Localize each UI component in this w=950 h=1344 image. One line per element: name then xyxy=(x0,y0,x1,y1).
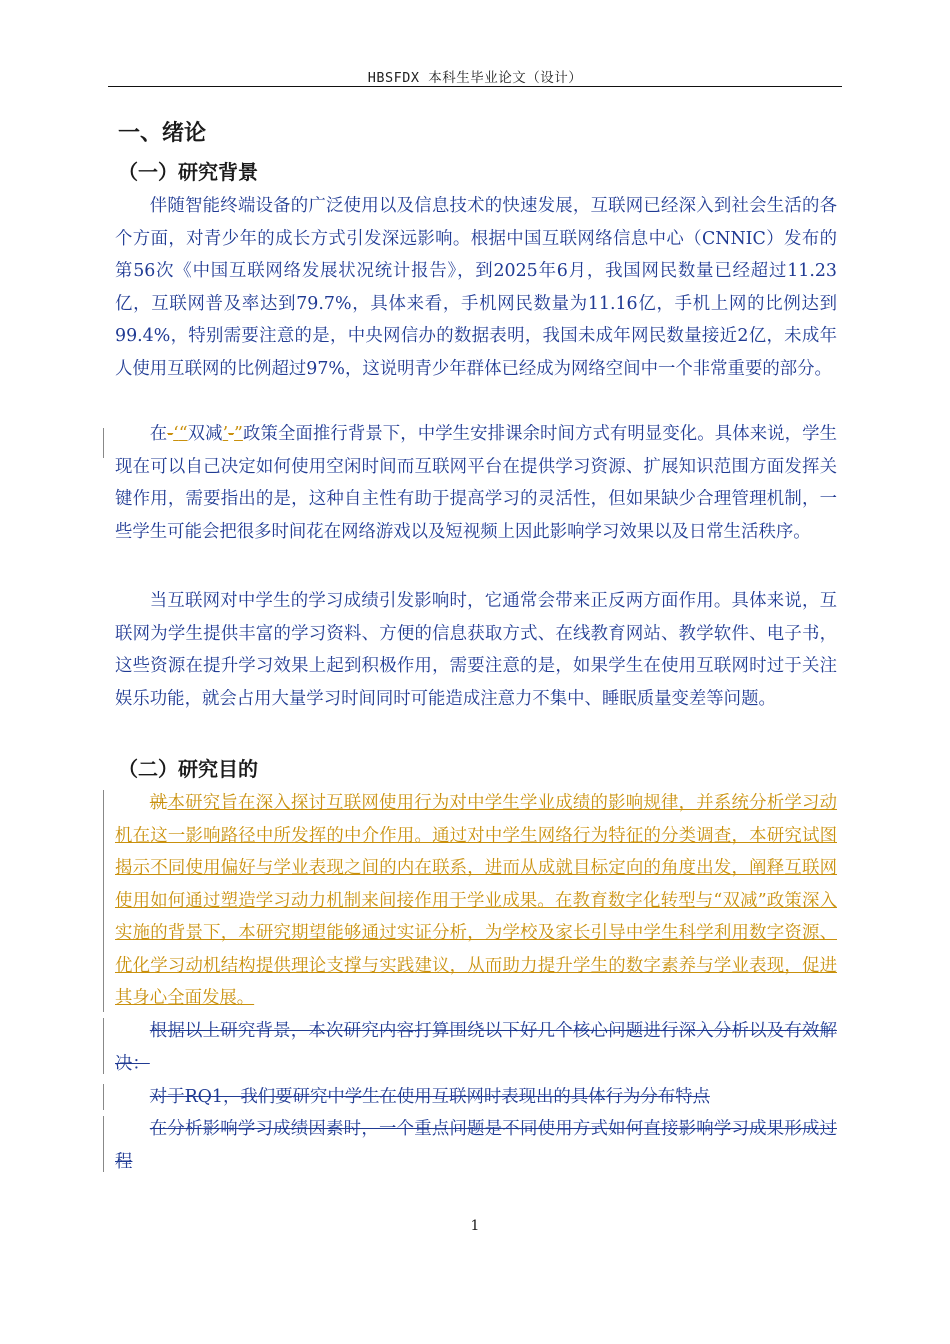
chapter-title: 一、绪论 xyxy=(118,121,207,146)
running-header: HBSFDX 本科生毕业论文（设计） xyxy=(367,70,583,86)
inserted-mark: ’ xyxy=(222,424,229,444)
background-paragraph-2 xyxy=(115,418,837,548)
inserted-mark: ‘ xyxy=(173,424,179,444)
inserted-text: 本研究旨在深入探讨互联网使用行为对中学生学业成绩的影响规律，并系统分析学习动机在这一影响路径中所发挥的中介作用。通过对中学生网络行为特征的分类调查，本研究试图揭示不同使用偏好与学业表现之间的内在联系，进而从成就目标定向的角度出发，阐释互联网使用如何通过塑造学习动力机制来间接作用于学业成果。在教育数字化转型与“双减”政策深入实施的背景下，本研究期望能够通过实证分析，为学校及家长引导中学生科学利用数字资源、优化学习动机结构提供理论支撑与实践建议，从而助力提升学生的数字素养与学业表现，促进其身心全面发展。 xyxy=(115,793,837,1008)
purpose-paragraph-1 xyxy=(115,787,837,1015)
change-bar xyxy=(103,1018,104,1074)
purpose-paragraph-2-deleted: 根据以上研究背景，本次研究内容打算围绕以下好几个核心问题进行深入分析以及有效解决： xyxy=(115,1021,837,1074)
purpose-paragraph-3-deleted: 对于RQ1，我们要研究中学生在使用互联网时表现出的具体行为分布特点 xyxy=(149,1087,710,1107)
p2-keyword: 双减 xyxy=(187,424,223,444)
background-paragraph-1: 伴随智能终端设备的广泛使用以及信息技术的快速发展，互联网已经深入到社会生活的各个方面，对青少年的成长方式引发深远影响。根据中国互联网络信息中心（CNNIC）发布的第56次《中国互联网络发展状况统计报告》，到2025年6月，我国网民数量已经超过11.23亿，互联网普及率达到79.7%，具体来看，手机网民数量为11.16亿，手机上网的比例达到99.4%，特别需要注意的是，中央网信办的数据表明，我国未成年网民数量接近2亿，未成年人使用互联网的比例超过97%，这说明青少年群体已经成为网络空间中一个非常重要的部分。 xyxy=(115,196,837,379)
quote-open: “ xyxy=(178,424,188,444)
quote-close: ” xyxy=(234,424,243,444)
deleted-mark: - xyxy=(167,424,174,444)
p2-pre: 在 xyxy=(149,424,168,444)
background-paragraph-3: 当互联网对中学生的学习成绩引发影响时，它通常会带来正反两方面作用。具体来说，互联网为学生提供丰富的学习资料、方便的信息获取方式、在线教育网站、教学软件、电子书，这些资源在提升学习效果上起到积极作用，需要注意的是，如果学生在使用互联网时过于关注娱乐功能，就会占用大量学习时间同时可能造成注意力不集中、睡眠质量变差等问题。 xyxy=(115,591,837,709)
section-title-background: （一）研究背景 xyxy=(118,160,258,184)
change-bar xyxy=(103,1116,104,1172)
deleted-mark: - xyxy=(228,424,235,444)
deleted-text: 就 xyxy=(149,793,168,813)
p2-post: 政策全面推行背景下，中学生安排课余时间方式有明显变化。具体来说，学生现在可以自己决定如何使用空闲时间而互联网平台在提供学习资源、扩展知识范围方面发挥关键作用，需要指出的是，这种自主性有助于提高学习的灵活性，但如果缺少合理管理机制，一些学生可能会把很多时间花在网络游戏以及短视频上因此影响学习效果以及日常生活秩序。 xyxy=(115,424,837,542)
purpose-paragraph-4-deleted: 在分析影响学习成绩因素时，一个重点问题是不同使用方式如何直接影响学习成果形成过程 xyxy=(115,1119,837,1172)
page-number: 1 xyxy=(470,1218,480,1234)
change-bar xyxy=(103,428,104,458)
header-rule xyxy=(108,86,842,87)
change-bar xyxy=(103,790,104,1012)
section-title-purpose: （二）研究目的 xyxy=(118,757,258,781)
change-bar xyxy=(103,1084,104,1110)
